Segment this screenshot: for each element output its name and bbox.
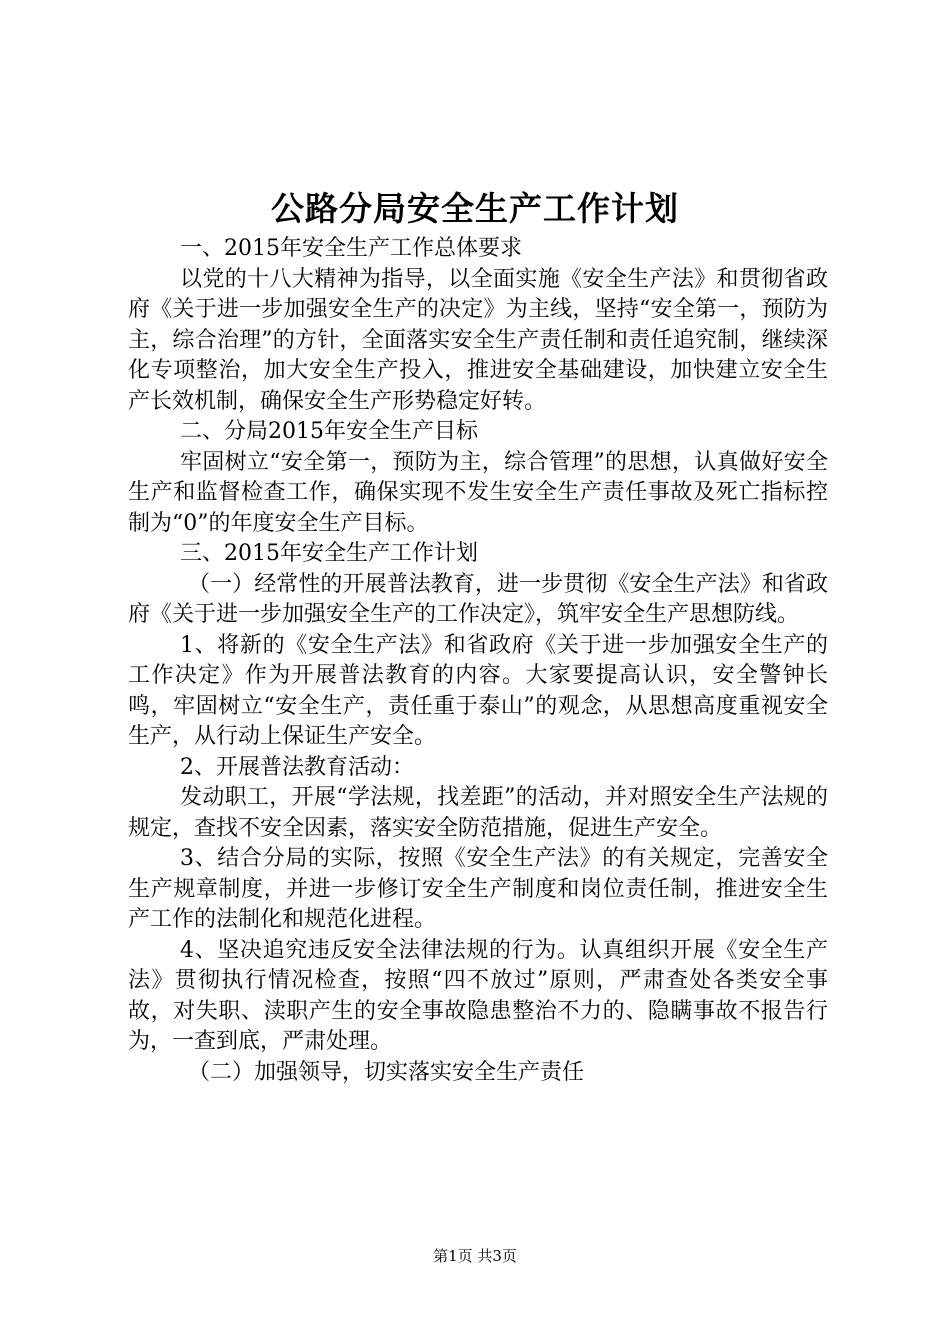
document-body — [128, 234, 828, 1088]
paragraph: 2、开展普法教育活动： — [180, 754, 414, 780]
page-footer: 第1页 共3页 — [433, 1247, 517, 1265]
paragraph: 一、2015年安全生产工作总体要求 — [180, 236, 522, 261]
paragraph: （一）经常性的开展普法教育，进一步贯彻《安全生产法》和省政府《关于进一步加强安全生产的工作决定》，筑牢安全生产思想防线。 — [128, 571, 828, 627]
paragraph: 以党的十八大精神为指导，以全面实施《安全生产法》和贯彻省政府《关于进一步加强安全生产的决定》为主线，坚持“安全第一，预防为主，综合治理”的方针，全面落实安全生产责任制和责任追究制，继续深化专项整治，加大安全生产投入，推进安全基础建设，加快建立安全生产长效机制，确保安全生产形势稳定好转。 — [128, 266, 828, 414]
paragraph: 三、2015年安全生产工作计划 — [180, 541, 478, 566]
paragraph: （二）加强领导，切实落实安全生产责任 — [188, 1059, 585, 1085]
paragraph: 发动职工，开展“学法规，找差距”的活动，并对照安全生产法规的规定，查找不安全因素，落实安全防范措施，促进生产安全。 — [128, 785, 828, 841]
paragraph: 3、结合分局的实际，按照《安全生产法》的有关规定，完善安全生产规章制度，并进一步修订安全生产制度和岗位责任制，推进安全生产工作的法制化和规范化进程。 — [128, 846, 828, 932]
paragraph: 牢固树立“安全第一，预防为主，综合管理”的思想，认真做好安全生产和监督检查工作，确保实现不发生安全生产责任事故及死亡指标控制为“0”的年度安全生产目标。 — [128, 449, 828, 536]
paragraph: 1、将新的《安全生产法》和省政府《关于进一步加强安全生产的工作决定》作为开展普法教育的内容。大家要提高认识，安全警钟长鸣，牢固树立“安全生产，责任重于泰山”的观念，从思想高度重视安全生产，从行动上保证生产安全。 — [128, 632, 828, 749]
paragraph: 4、坚决追究违反安全法律法规的行为。认真组织开展《安全生产法》贯彻执行情况检查，按照“四不放过”原则，严肃查处各类安全事故，对失职、渎职产生的安全事故隐患整治不力的、隐瞒事故不报告行为，一查到底，严肃处理。 — [128, 937, 828, 1054]
paragraph: 二、分局2015年安全生产目标 — [180, 419, 478, 444]
document-title: 公路分局安全生产工作计划 — [271, 189, 679, 228]
